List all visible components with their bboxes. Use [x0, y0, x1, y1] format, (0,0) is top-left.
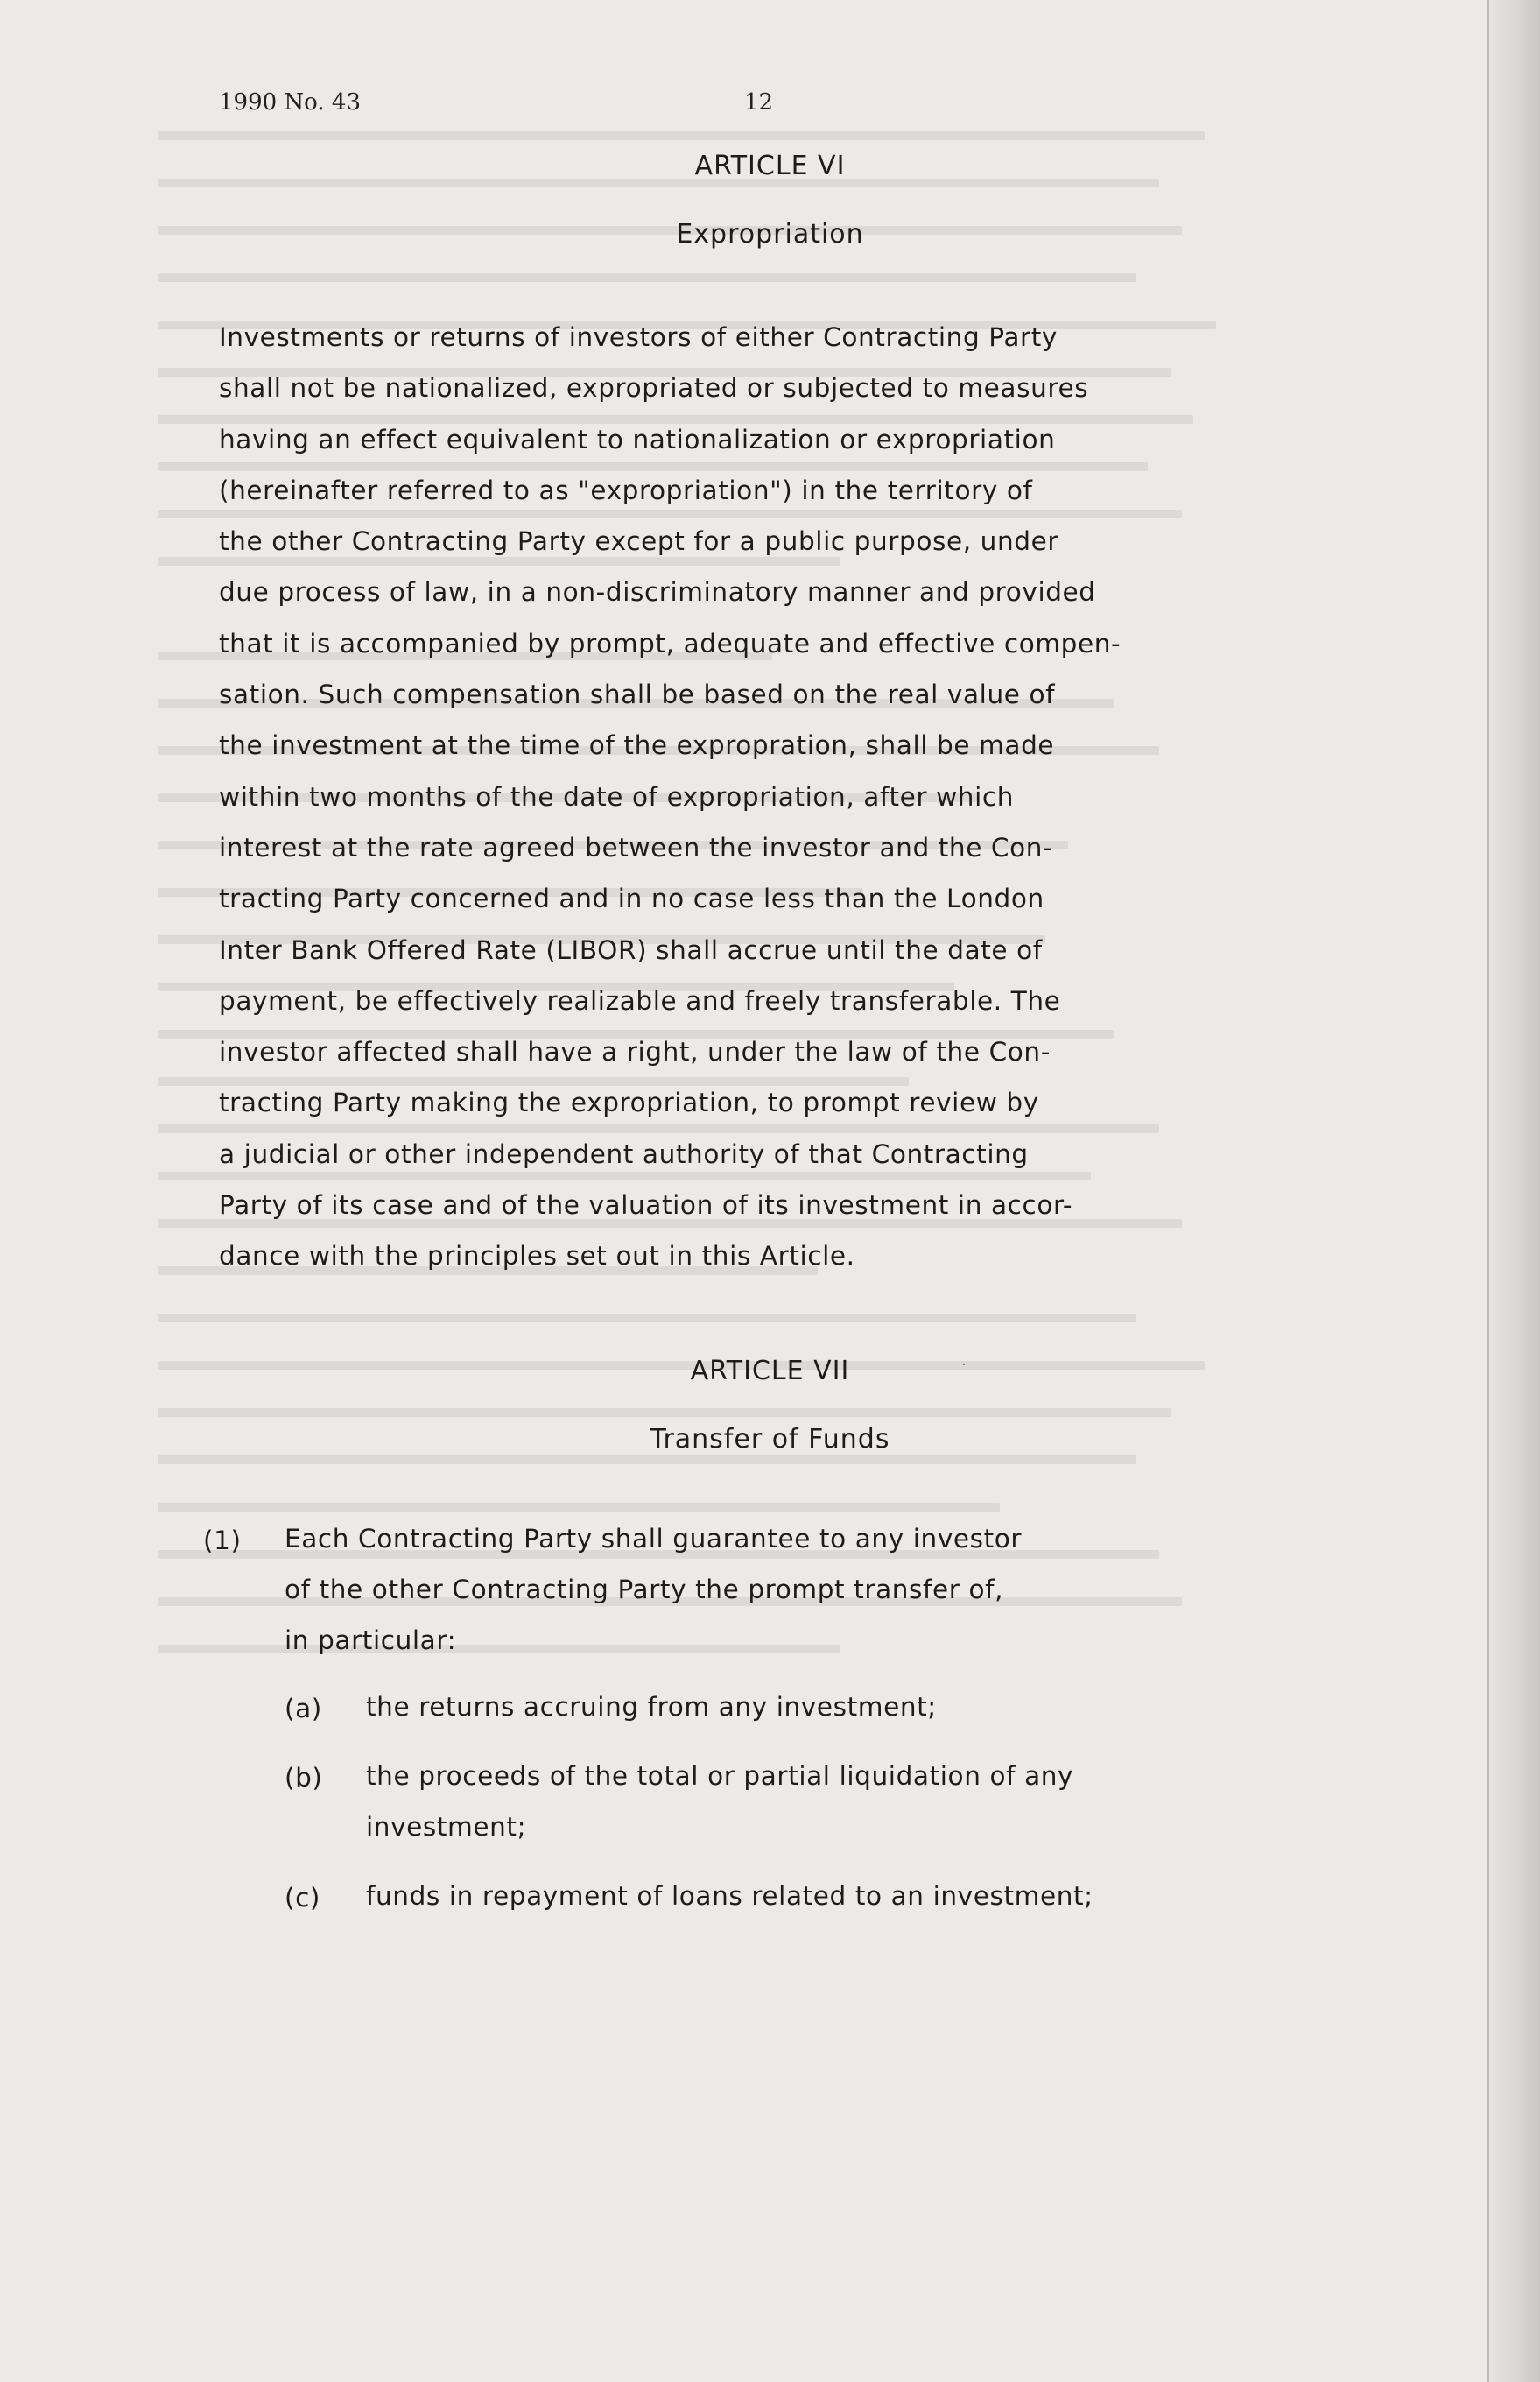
- list-item-c: [0, 1883, 1488, 1935]
- text-line: that it is accompanied by prompt, adequate and effective compen-: [219, 628, 1122, 659]
- text-line: (hereinafter referred to as "expropriation") in the territory of: [219, 475, 1033, 505]
- gazette-year-number: 1990 No. 43: [219, 89, 361, 116]
- clause-number: (1): [203, 1526, 242, 1555]
- list-item-b: [0, 1763, 1488, 1868]
- text-line: of the other Contracting Party the prompt transfer of,: [285, 1575, 1004, 1604]
- text-line: payment, be effectively realizable and freely transferable. The: [219, 985, 1061, 1016]
- page-number: 12: [744, 89, 774, 116]
- text-line: shall not be nationalized, expropriated or subjected to measures: [219, 373, 1089, 404]
- item-text: [366, 1871, 1093, 1921]
- text-line: Investments or returns of investors of either Contracting Party: [219, 322, 1058, 352]
- article-vii-subheading: Transfer of Funds: [650, 1424, 890, 1455]
- article-vi-paragraph: [219, 312, 1304, 1282]
- text-line: the other Contracting Party except for a public purpose, under: [219, 526, 1059, 557]
- item-text: [366, 1681, 937, 1732]
- text-line: investment;: [366, 1812, 527, 1842]
- text-line: interest at the rate agreed between the investor and the Con-: [219, 832, 1053, 863]
- text-line: within two months of the date of expropriation, after which: [219, 781, 1015, 812]
- text-line: Inter Bank Offered Rate (LIBOR) shall accrue until the date of: [219, 934, 1043, 965]
- list-item-a: [0, 1694, 1488, 1746]
- text-line: in particular:: [285, 1625, 457, 1655]
- article-vi-heading: ARTICLE VI: [694, 151, 846, 181]
- item-letter: (a): [285, 1694, 322, 1723]
- page-edge-shadow: [1487, 0, 1540, 2382]
- text-line: the returns accruing from any investment;: [366, 1692, 937, 1722]
- text-line: tracting Party concerned and in no case less than the London: [219, 884, 1044, 914]
- text-line: the investment at the time of the expropration, shall be made: [219, 730, 1055, 761]
- item-letter: (b): [285, 1763, 323, 1793]
- article-vi-subheading: Expropriation: [676, 219, 864, 250]
- article-vii-heading: ARTICLE VII: [690, 1356, 850, 1386]
- item-text: [366, 1751, 1073, 1852]
- print-speck: ·: [961, 1356, 967, 1374]
- clause-text: [285, 1513, 1022, 1666]
- text-line: investor affected shall have a right, under the law of the Con-: [219, 1037, 1051, 1068]
- text-line: funds in repayment of loans related to an investment;: [366, 1881, 1093, 1911]
- text-line: dance with the principles set out in this Article.: [219, 1241, 855, 1272]
- item-letter: (c): [285, 1883, 321, 1913]
- text-line: due process of law, in a non-discriminatory manner and provided: [219, 577, 1096, 608]
- clause-1: [0, 1526, 1488, 1683]
- text-line: a judicial or other independent authority of that Contracting: [219, 1138, 1029, 1169]
- text-line: Each Contracting Party shall guarantee to any investor: [285, 1524, 1023, 1554]
- text-line: the proceeds of the total or partial liquidation of any: [366, 1761, 1074, 1791]
- text-line: sation. Such compensation shall be based on the real value of: [219, 680, 1056, 710]
- page-edge-line: [1487, 0, 1489, 2382]
- text-line: having an effect equivalent to nationalization or expropriation: [219, 424, 1056, 455]
- text-line: Party of its case and of the valuation of its investment in accor-: [219, 1190, 1073, 1221]
- text-line: tracting Party making the expropriation, to prompt review by: [219, 1088, 1039, 1118]
